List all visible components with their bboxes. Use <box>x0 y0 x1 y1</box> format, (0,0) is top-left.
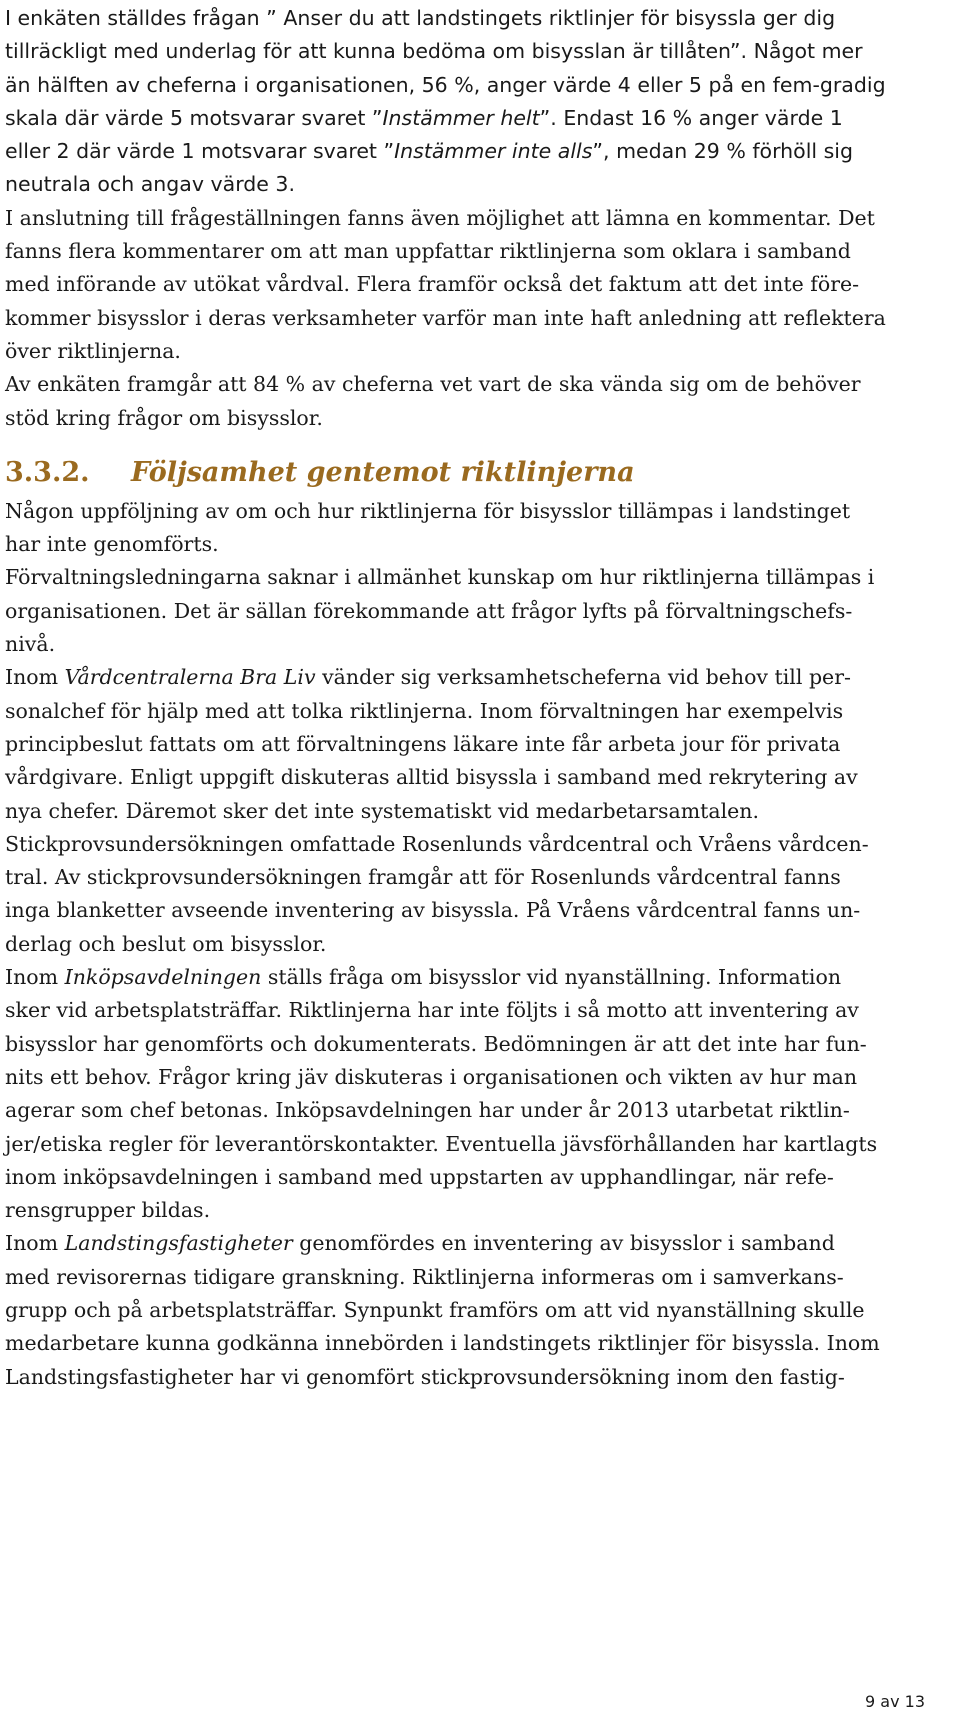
text-run: ställs fråga om bisysslor vid nyanställning. Information <box>261 965 842 990</box>
paragraph-management <box>5 561 955 661</box>
italic-term: Instämmer helt <box>382 105 540 130</box>
text-run: skala där värde 5 motsvarar svaret ” <box>5 105 383 130</box>
text-line: bisysslor har genomförts och dokumenterats. Bedömningen är att det inte har fun- <box>5 1031 867 1056</box>
section-number: 3.3.2. <box>5 456 90 488</box>
italic-term: Instämmer inte alls <box>394 139 593 164</box>
text-run: Inom <box>5 965 65 990</box>
text-line: inga blanketter avseende inventering av bisyssla. På Vråens vårdcentral fanns un- <box>5 898 861 923</box>
paragraph-properties <box>5 1227 955 1393</box>
paragraph-survey-question <box>5 2 955 202</box>
text-line: med införande av utökat vårdval. Flera framför också det faktum att det inte före- <box>5 272 860 297</box>
text-line: medarbetare kunna godkänna innebörden i landstingets riktlinjer för bisyssla. Inom <box>5 1331 880 1356</box>
text-line: rensgrupper bildas. <box>5 1198 211 1223</box>
text-line: med revisorernas tidigare granskning. Riktlinjerna informeras om i samverkans- <box>5 1264 844 1289</box>
text-run: Inom <box>5 1231 65 1256</box>
text-line: principbeslut fattats om att förvaltningens läkare inte får arbeta jour för privata <box>5 731 841 756</box>
text-line <box>5 102 955 135</box>
section-heading <box>5 453 955 493</box>
text-line: Landstingsfastigheter har vi genomfört stickprovsundersökning inom den fastig- <box>5 1364 845 1389</box>
paragraph-sample-survey <box>5 828 955 961</box>
text-line: agerar som chef betonas. Inköpsavdelningen har under år 2013 utarbetat riktlin- <box>5 1098 850 1123</box>
text-line <box>5 961 955 994</box>
italic-term: Inköpsavdelningen <box>64 965 262 990</box>
document-page <box>5 0 955 1394</box>
text-line: sker vid arbetsplatsträffar. Riktlinjerna har inte följts i så motto att inventering av <box>5 998 859 1023</box>
text-line: nya chefer. Däremot sker det inte systematiskt vid medarbetarsamtalen. <box>5 798 760 823</box>
text-line: inom inköpsavdelningen i samband med uppstarten av upphandlingar, när refe- <box>5 1164 834 1189</box>
text-run: eller 2 där värde 1 motsvarar svaret ” <box>5 139 395 164</box>
text-line <box>5 661 955 694</box>
text-line: sonalchef för hjälp med att tolka riktlinjerna. Inom förvaltningen har exempelvis <box>5 698 844 723</box>
text-run: vänder sig verksamhetscheferna vid behov till per- <box>315 665 851 690</box>
text-line: än hälften av cheferna i organisationen, 56 %, anger värde 4 eller 5 på en fem-gradig <box>5 72 886 97</box>
text-line: nivå. <box>5 632 56 657</box>
text-line: nits ett behov. Frågor kring jäv diskuteras i organisationen och vikten av hur man <box>5 1064 858 1089</box>
italic-term: Vårdcentralerna Bra Liv <box>64 665 316 690</box>
text-run: genomfördes en inventering av bisysslor i samband <box>292 1231 835 1256</box>
italic-term: Landstingsfastigheter <box>64 1231 293 1256</box>
text-line: tillräckligt med underlag för att kunna bedöma om bisysslan är tillåten”. Något mer <box>5 39 863 64</box>
paragraph-support <box>5 368 955 435</box>
text-run: Inom <box>5 665 65 690</box>
text-line: Förvaltningsledningarna saknar i allmänhet kunskap om hur riktlinjerna tillämpas i <box>5 565 875 590</box>
text-line: organisationen. Det är sällan förekommande att frågor lyfts på förvaltningschefs- <box>5 598 853 623</box>
text-run: ”, medan 29 % förhöll sig <box>592 139 853 164</box>
text-line: kommer bisysslor i deras verksamheter varför man inte haft anledning att reflektera <box>5 305 886 330</box>
text-line: Någon uppföljning av om och hur riktlinjerna för bisysslor tillämpas i landstinget <box>5 498 851 523</box>
paragraph-bra-liv <box>5 661 955 827</box>
text-line: har inte genomförts. <box>5 532 219 557</box>
text-line <box>5 135 955 168</box>
page-number: 9 av 13 <box>865 1692 925 1711</box>
text-line: vårdgivare. Enligt uppgift diskuteras alltid bisyssla i samband med rekrytering av <box>5 765 858 790</box>
text-line: I anslutning till frågeställningen fanns även möjlighet att lämna en kommentar. Det <box>5 205 875 230</box>
text-line: stöd kring frågor om bisysslor. <box>5 405 323 430</box>
text-line: jer/etiska regler för leverantörskontakter. Eventuella jävsförhållanden har kartlagts <box>5 1131 878 1156</box>
text-line: fanns flera kommentarer om att man uppfattar riktlinjerna som oklara i samband <box>5 239 851 264</box>
text-line <box>5 1227 955 1260</box>
text-line: I enkäten ställdes frågan ” Anser du att landstingets riktlinjer för bisyssla ger dig <box>5 6 836 30</box>
text-line: grupp och på arbetsplatsträffar. Synpunkt framförs om att vid nyanställning skulle <box>5 1297 865 1322</box>
text-line: över riktlinjerna. <box>5 338 181 363</box>
text-run: ”. Endast 16 % anger värde 1 <box>539 105 843 130</box>
paragraph-followup <box>5 495 955 562</box>
text-line: Av enkäten framgår att 84 % av cheferna vet vart de ska vända sig om de behöver <box>5 372 861 397</box>
text-line: Stickprovsundersökningen omfattade Rosenlunds vårdcentral och Vråens vårdcen- <box>5 831 869 856</box>
paragraph-procurement <box>5 961 955 1227</box>
text-line: neutrala och angav värde 3. <box>5 172 295 197</box>
paragraph-comments <box>5 202 955 368</box>
text-line: derlag och beslut om bisysslor. <box>5 931 327 956</box>
text-line: tral. Av stickprovsundersökningen framgår att för Rosenlunds vårdcentral fanns <box>5 865 841 890</box>
section-title: Följsamhet gentemot riktlinjerna <box>131 456 635 488</box>
